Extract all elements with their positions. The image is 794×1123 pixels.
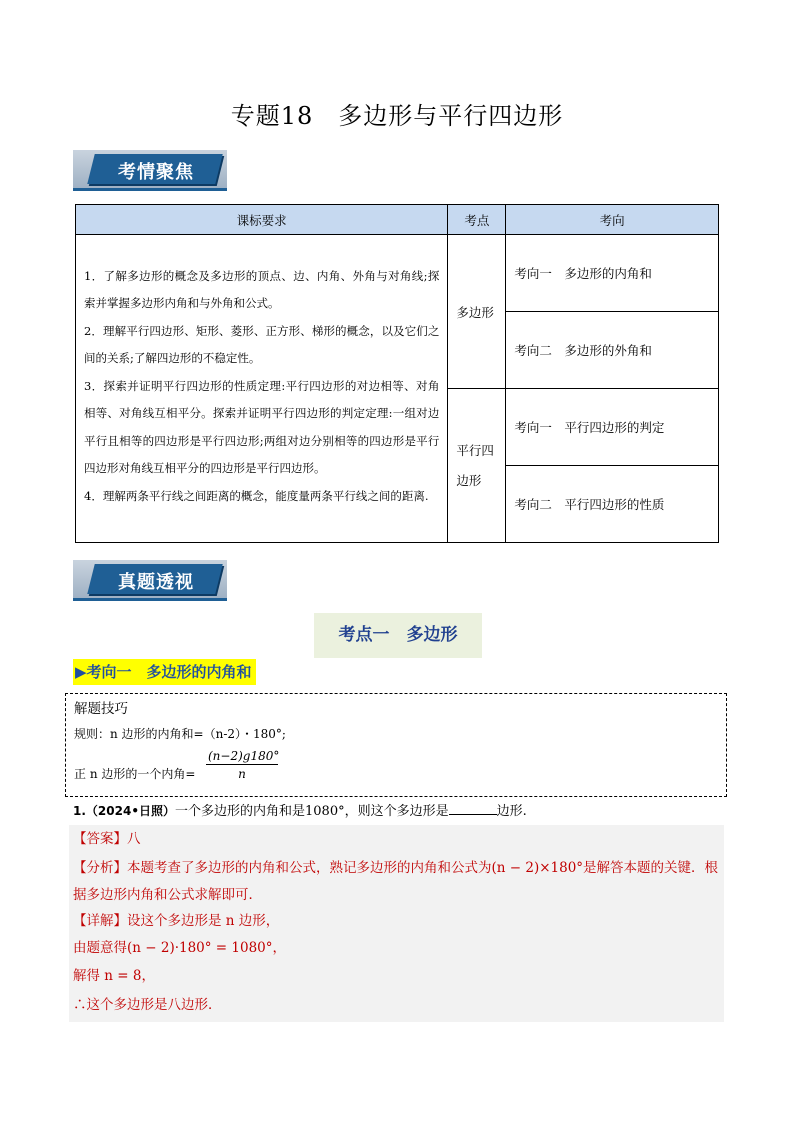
answer-box	[69, 825, 724, 1022]
answer-line: 【答案】八	[73, 831, 141, 847]
header-points: 考点	[448, 205, 506, 235]
question-1	[73, 800, 527, 819]
table-header-row	[76, 205, 719, 235]
question-source: （2024•日照）	[85, 804, 175, 818]
banner-label: 考情聚焦	[118, 162, 194, 183]
tips-box	[65, 693, 727, 797]
header-requirements: 课标要求	[76, 205, 448, 235]
direction-cell: 考向一 多边形的内角和	[506, 235, 719, 312]
requirements-cell	[76, 235, 448, 543]
point-parallelogram: 平行四边形	[448, 389, 506, 543]
answer-blank	[449, 802, 497, 815]
banner-underline	[73, 188, 227, 191]
fraction-numerator: (n−2)g180°	[208, 749, 280, 763]
kaodian-heading: 考点一 多边形	[314, 613, 482, 658]
detail-line: 【详解】设这个多边形是 n 边形，	[73, 913, 280, 929]
tips-title: 解题技巧	[74, 701, 128, 717]
fraction-denominator: n	[238, 767, 246, 781]
requirement-item: 3．探索并证明平行四边形的性质定理:平行四边形的对边相等、对角相等、对角线互相平分。探索并证明平行四边形的判定定理:一组对边平行且相等的四边形是平行四边形;两组对边分别相等的四边形是平行四边形对角线互相平分的四边形是平行四边形。	[84, 378, 440, 476]
section-banner-kaoqing	[73, 150, 227, 192]
curriculum-table	[75, 204, 719, 543]
equation-line: 由题意得(n − 2)·180° = 1080°，	[73, 940, 287, 956]
direction-cell: 考向一 平行四边形的判定	[506, 389, 719, 466]
direction-cell: 考向二 多边形的外角和	[506, 312, 719, 389]
header-directions: 考向	[506, 205, 719, 235]
question-text-end: 边形.	[496, 804, 527, 819]
tips-rule: 规则：n 边形的内角和=（n-2）・180°;	[74, 727, 286, 741]
table-row	[76, 235, 719, 312]
section-banner-zhenti	[73, 560, 227, 602]
conclusion-line: ∴这个多边形是八边形．	[73, 997, 222, 1013]
analysis-line: 【分析】本题考查了多边形的内角和公式，熟记多边形的内角和公式为(n − 2)×180°是解答本题的关键．根据多边形内角和公式求解即可．	[73, 860, 719, 903]
banner-underline	[73, 598, 227, 601]
tips-regular-prefix: 正 n 边形的一个内角=	[74, 767, 196, 781]
question-number: 1.	[73, 804, 86, 818]
page-title: 专题18 多边形与平行四边形	[230, 102, 564, 130]
solve-line: 解得 n = 8，	[73, 968, 155, 984]
requirement-item: 2．理解平行四边形、矩形、菱形、正方形、梯形的概念，以及它们之间的关系;了解四边形的不稳定性。	[84, 323, 440, 366]
question-text: 一个多边形的内角和是1080°，则这个多边形是	[175, 804, 449, 819]
point-polygon: 多边形	[448, 235, 506, 389]
direction-cell: 考向二 平行四边形的性质	[506, 466, 719, 543]
banner-label: 真题透视	[118, 572, 194, 593]
requirement-item: 4．理解两条平行线之间距离的概念，能度量两条平行线之间的距离.	[84, 488, 429, 503]
requirement-item: 1．了解多边形的概念及多边形的顶点、边、内角、外角与对角线;探索并掌握多边形内角和与外角和公式。	[84, 268, 440, 311]
direction-heading: ▶考向一 多边形的内角和	[73, 659, 256, 685]
interior-angle-fraction	[206, 749, 278, 781]
